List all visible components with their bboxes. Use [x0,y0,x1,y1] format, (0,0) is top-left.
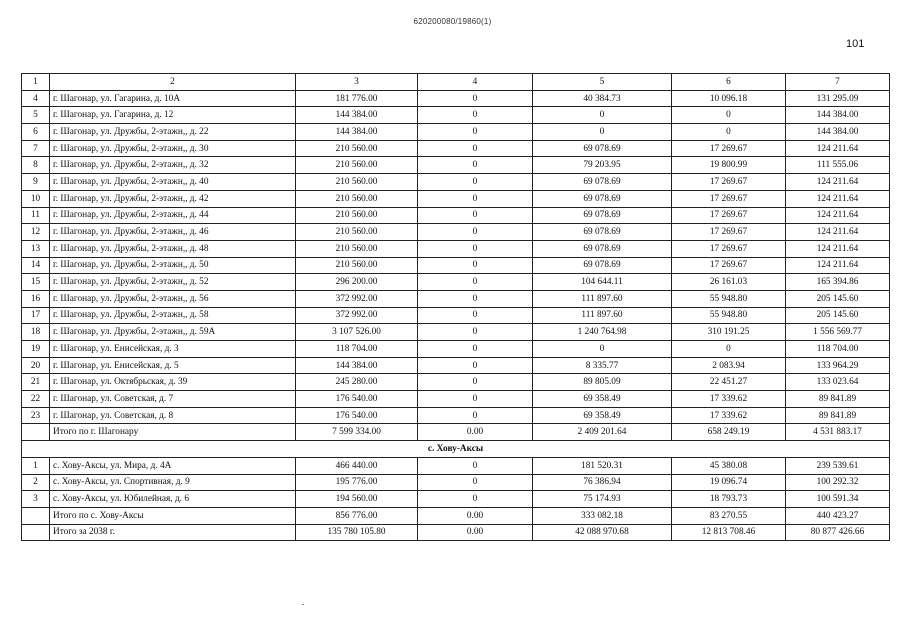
table-cell: 124 211.64 [786,224,890,241]
table-cell: 17 269.67 [672,190,786,207]
table-cell: 210 560.00 [296,207,418,224]
table-cell: 15 [22,274,50,291]
table-cell: 0 [418,90,533,107]
table-cell: 9 [22,174,50,191]
table-row [22,174,890,191]
table-cell: г. Шагонар, ул. Енисейская, д. 5 [50,357,296,374]
table-cell: 18 793.73 [672,491,786,508]
table-cell: г. Шагонар, ул. Дружбы, 2-этажн,, д. 46 [50,224,296,241]
table-cell: 210 560.00 [296,157,418,174]
table-row [22,290,890,307]
table-cell: с. Хову-Аксы, ул. Спортивная, д. 9 [50,474,296,491]
table-cell: г. Шагонар, ул. Дружбы, 2-этажн,, д. 50 [50,257,296,274]
table-cell: г. Шагонар, ул. Дружбы, 2-этажн,, д. 22 [50,124,296,141]
table-row [22,341,890,358]
table-cell: 133 964.29 [786,357,890,374]
table-cell: 0 [418,257,533,274]
table-cell: 7 [22,140,50,157]
table-row [22,374,890,391]
table-cell: 69 078.69 [533,224,672,241]
table-cell: 0 [418,357,533,374]
table-cell: 1 556 569.77 [786,324,890,341]
table-cell: 296 200.00 [296,274,418,291]
table-row [22,391,890,408]
table-cell: 19 096.74 [672,474,786,491]
table-cell: 0 [418,407,533,424]
table-cell: 194 560.00 [296,491,418,508]
table-cell: 0 [418,207,533,224]
table-cell: 176 540.00 [296,391,418,408]
table-cell: 165 394.86 [786,274,890,291]
table-row [22,124,890,141]
table-cell: 210 560.00 [296,224,418,241]
table-cell: г. Шагонар, ул. Дружбы, 2-этажн,, д. 30 [50,140,296,157]
table-cell: 55 948.80 [672,290,786,307]
table-cell: 89 841.89 [786,391,890,408]
table-cell: 69 078.69 [533,174,672,191]
table-row [22,274,890,291]
table-cell: 210 560.00 [296,140,418,157]
table-cell: 18 [22,324,50,341]
table-cell: 0 [672,341,786,358]
table-cell: г. Шагонар, ул. Дружбы, 2-этажн,, д. 44 [50,207,296,224]
table-cell: Итого по с. Хову-Аксы [50,507,296,524]
table-cell: 111 897.60 [533,290,672,307]
table-cell: 0 [418,224,533,241]
table-cell: 19 800.99 [672,157,786,174]
table-cell: 11 [22,207,50,224]
total-row-2038 [22,524,890,541]
table-cell: 0 [418,240,533,257]
table-cell: 69 358.49 [533,391,672,408]
table-cell: 89 841.89 [786,407,890,424]
table-cell: 7 599 334.00 [296,424,418,441]
table-cell: 0 [418,324,533,341]
table-cell: 8 [22,157,50,174]
table-cell: 181 520.31 [533,457,672,474]
table-cell: 0 [418,391,533,408]
table-cell: 124 211.64 [786,240,890,257]
table-row [22,407,890,424]
table-row [22,324,890,341]
table-cell: 0 [418,374,533,391]
table-cell: г. Шагонар, ул. Дружбы, 2-этажн,, д. 48 [50,240,296,257]
total-row-khovu [22,507,890,524]
table-cell: 118 704.00 [296,341,418,358]
table-cell: с. Хову-Аксы, ул. Мира, д. 4А [50,457,296,474]
table-cell: 0 [418,140,533,157]
table-cell: 0 [418,174,533,191]
table-cell: г. Шагонар, ул. Дружбы, 2-этажн,, д. 56 [50,290,296,307]
table-cell: г. Шагонар, ул. Гагарина, д. 10А [50,90,296,107]
table-cell: 76 386.94 [533,474,672,491]
table-cell: 26 161.03 [672,274,786,291]
table-cell: 45 380.08 [672,457,786,474]
table-row [22,307,890,324]
table-cell: 0.00 [418,507,533,524]
table-cell: 658 249.19 [672,424,786,441]
table-cell: Итого за 2038 г. [50,524,296,541]
table-row [22,107,890,124]
table-cell: 80 877 426.66 [786,524,890,541]
document-id: 620200080/19860(1) [413,17,492,26]
table-cell: 124 211.64 [786,207,890,224]
table-cell: г. Шагонар, ул. Дружбы, 2-этажн,, д. 52 [50,274,296,291]
table-row [22,190,890,207]
table-cell: 0 [418,307,533,324]
table-cell: 310 191.25 [672,324,786,341]
table-cell: 55 948.80 [672,307,786,324]
table-cell: 181 776.00 [296,90,418,107]
table-cell: 245 280.00 [296,374,418,391]
table-cell: г. Шагонар, ул. Гагарина, д. 12 [50,107,296,124]
table-cell: 6 [672,74,786,91]
table-cell: 133 023.64 [786,374,890,391]
table-cell: 176 540.00 [296,407,418,424]
table-cell: 118 704.00 [786,341,890,358]
table-cell: 12 813 708.46 [672,524,786,541]
table-cell: 0 [418,190,533,207]
table-cell: 195 776.00 [296,474,418,491]
table-cell: 69 078.69 [533,257,672,274]
table-cell: 17 269.67 [672,224,786,241]
table-cell: 0.00 [418,424,533,441]
table-cell: 69 078.69 [533,240,672,257]
table-cell: 22 451.27 [672,374,786,391]
table-cell: 0 [418,274,533,291]
table-cell: 210 560.00 [296,257,418,274]
table-cell: 69 078.69 [533,207,672,224]
table-cell: с. Хову-Аксы, ул. Юбилейная, д. 6 [50,491,296,508]
table-cell: 111 897.60 [533,307,672,324]
table-cell: г. Шагонар, ул. Советская, д. 8 [50,407,296,424]
table-cell [22,524,50,541]
table-cell: 19 [22,341,50,358]
table-row [22,224,890,241]
table-cell: 12 [22,224,50,241]
table-cell: 0 [533,124,672,141]
table-cell: 144 384.00 [296,357,418,374]
table-cell: 17 269.67 [672,207,786,224]
table-cell: 0 [418,474,533,491]
table-cell: 13 [22,240,50,257]
table-cell: 10 [22,190,50,207]
table-cell: 131 295.09 [786,90,890,107]
table-cell: 0 [418,290,533,307]
table-cell: 100 292.32 [786,474,890,491]
table-cell: 17 269.67 [672,140,786,157]
table-cell: 17 339.62 [672,407,786,424]
table-row [22,140,890,157]
table-cell: 124 211.64 [786,174,890,191]
table-cell: 4 [22,90,50,107]
table-cell: 2 [50,74,296,91]
table-cell: 0 [533,107,672,124]
page-number: 101 [846,38,865,50]
table-cell: 0 [418,341,533,358]
table-cell: 124 211.64 [786,140,890,157]
section-heading-row [22,441,890,458]
table-cell: 17 269.67 [672,257,786,274]
table-cell: 372 992.00 [296,307,418,324]
table-cell: 10 096.18 [672,90,786,107]
table-cell: 372 992.00 [296,290,418,307]
table-cell: 1 [22,457,50,474]
section-heading: с. Хову-Аксы [22,441,890,458]
table-cell: 100 591.34 [786,491,890,508]
table-cell: 23 [22,407,50,424]
table-cell: 69 078.69 [533,190,672,207]
table-cell: г. Шагонар, ул. Дружбы, 2-этажн,, д. 40 [50,174,296,191]
table-cell: г. Шагонар, ул. Дружбы, 2-этажн,, д. 32 [50,157,296,174]
table-cell: 8 335.77 [533,357,672,374]
table-cell: 135 780 105.80 [296,524,418,541]
table-row [22,257,890,274]
table-cell: 17 [22,307,50,324]
table-cell: 0 [418,457,533,474]
table-cell: г. Шагонар, ул. Октябрьская, д. 39 [50,374,296,391]
table-cell: 21 [22,374,50,391]
table-cell: 40 384.73 [533,90,672,107]
table-cell: г. Шагонар, ул. Енисейская, д. 3 [50,341,296,358]
table-cell: 856 776.00 [296,507,418,524]
table-cell: 3 [296,74,418,91]
table-cell: 0 [418,491,533,508]
table-row [22,357,890,374]
table-cell: 42 088 970.68 [533,524,672,541]
table-cell: 0 [418,107,533,124]
table-cell: 69 358.49 [533,407,672,424]
table-cell: 0 [418,124,533,141]
table-cell: 3 [22,491,50,508]
table-cell: 2 083.94 [672,357,786,374]
table-cell: 5 [22,107,50,124]
table-cell: 2 409 201.64 [533,424,672,441]
table-cell: 83 270.55 [672,507,786,524]
table-cell: 16 [22,290,50,307]
table-cell: 3 107 526.00 [296,324,418,341]
table-cell: 79 203.95 [533,157,672,174]
table-cell: 333 082.18 [533,507,672,524]
table-cell: 89 805.09 [533,374,672,391]
table-cell: 104 644.11 [533,274,672,291]
table-header-row [22,74,890,91]
table-cell: 1 240 764.98 [533,324,672,341]
table-cell: 7 [786,74,890,91]
table-row [22,157,890,174]
table-cell: 69 078.69 [533,140,672,157]
table-cell: 6 [22,124,50,141]
table-cell: 0 [672,124,786,141]
table-cell: 210 560.00 [296,240,418,257]
table-cell: 0 [533,341,672,358]
table-cell: 75 174.93 [533,491,672,508]
table-cell: 20 [22,357,50,374]
scan-mark [302,604,304,605]
table-cell: 239 539.61 [786,457,890,474]
budget-table [21,73,890,541]
table-cell: 124 211.64 [786,257,890,274]
table-cell: 124 211.64 [786,190,890,207]
table-cell: 2 [22,474,50,491]
table-row [22,474,890,491]
table-cell [22,424,50,441]
table-cell: 205 145.60 [786,290,890,307]
table-cell: 17 339.62 [672,391,786,408]
table-cell: 4 [418,74,533,91]
table-cell: 144 384.00 [786,124,890,141]
table-cell: 22 [22,391,50,408]
table-row [22,207,890,224]
table-cell: 0 [418,157,533,174]
table-cell: 205 145.60 [786,307,890,324]
table-row [22,491,890,508]
table-cell: 466 440.00 [296,457,418,474]
table-cell: 111 555.06 [786,157,890,174]
table-cell: г. Шагонар, ул. Дружбы, 2-этажн,, д. 59А [50,324,296,341]
table-cell: 210 560.00 [296,190,418,207]
table-cell: 210 560.00 [296,174,418,191]
table-cell: 1 [22,74,50,91]
table-cell: 17 269.67 [672,174,786,191]
table-cell: г. Шагонар, ул. Дружбы, 2-этажн,, д. 42 [50,190,296,207]
table-cell: 4 531 883.17 [786,424,890,441]
table-row [22,457,890,474]
table-cell: 440 423.27 [786,507,890,524]
table-cell: 0.00 [418,524,533,541]
table-cell: г. Шагонар, ул. Советская, д. 7 [50,391,296,408]
table-row [22,90,890,107]
table-cell: Итого по г. Шагонару [50,424,296,441]
table-cell: 144 384.00 [296,107,418,124]
table-cell: 14 [22,257,50,274]
table-cell: г. Шагонар, ул. Дружбы, 2-этажн,, д. 58 [50,307,296,324]
table-cell: 5 [533,74,672,91]
table-row [22,240,890,257]
total-row-shagonar [22,424,890,441]
table-cell: 17 269.67 [672,240,786,257]
table-cell: 144 384.00 [296,124,418,141]
table-cell: 0 [672,107,786,124]
table-cell [22,507,50,524]
table-cell: 144 384.00 [786,107,890,124]
